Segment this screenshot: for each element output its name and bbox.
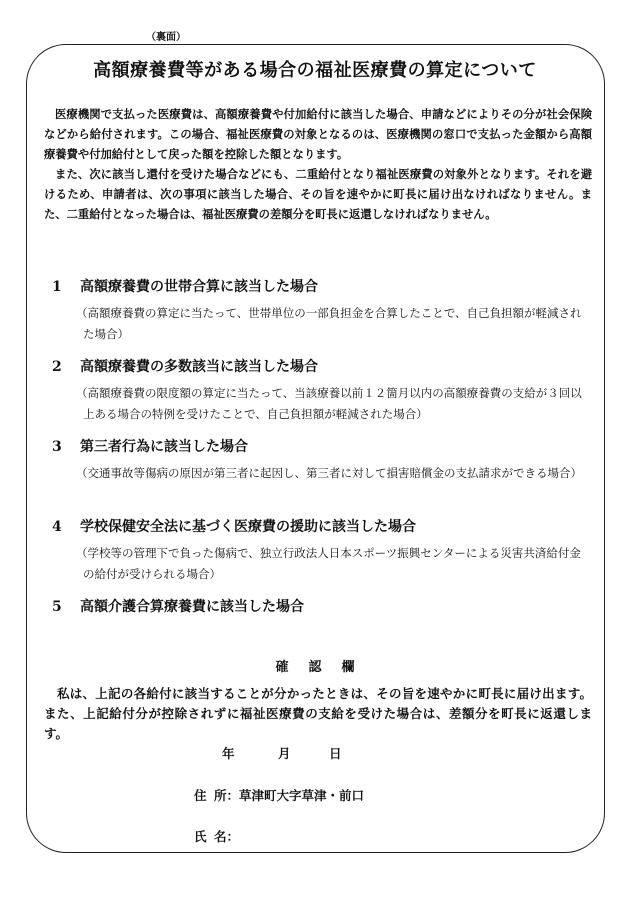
item-number: 4 [52, 519, 62, 535]
item-heading-text: 学校保健安全法に基づく医療費の援助に該当した場合 [80, 519, 416, 535]
item-heading-1 [52, 276, 318, 296]
address-value: 草津町大字草津・前口 [239, 788, 365, 803]
item-heading-4 [52, 516, 416, 536]
name-label-1: 氏 [194, 829, 207, 844]
name-field[interactable] [194, 827, 239, 845]
item-heading-text: 高額療養費の多数該当に該当した場合 [80, 359, 318, 375]
item-note-4: （学校等の管理下で負った傷病で、独立行政法人日本スポーツ振興センターによる災害共済給付金の給付が受けられる場合） [76, 546, 581, 581]
item-note-2: （高額療養費の限度額の算定に当たって、当該療養以前１２箇月以内の高額療養費の支給が３回以上ある場合の特例を受けたことで、自己負担額が軽減された場合） [76, 386, 582, 421]
address-label-2: 所： [214, 788, 240, 803]
page-title: 高額療養費等がある場合の福祉医療費の算定について [93, 60, 537, 81]
item-heading-5 [52, 596, 304, 616]
side-label: （裏面） [146, 32, 186, 43]
intro-text [44, 104, 592, 224]
item-heading-2 [52, 356, 318, 376]
item-note-1: （高額療養費の算定に当たって、世帯単位の一部負担金を合算したことで、自己負担額が軽減された場合） [76, 306, 582, 341]
intro-paragraph: また、次に該当し還付を受けた場合などにも、二重給付となり福祉医療費の対象外となります。それを避けるため、申請者は、次の事項に該当した場合、その旨を速やかに町長に届け出なければなりません。また、二重給付となった場合は、福祉医療費の差額分を町長に返還しなければなりません。 [44, 167, 592, 221]
item-number: 2 [52, 359, 62, 375]
confirmation-title: 確認欄 [275, 660, 375, 675]
item-heading-text: 第三者行為に該当した場合 [80, 439, 248, 455]
date-month[interactable]: 月 [278, 746, 291, 761]
intro-paragraph: 医療機関で支払った医療費は、高額療養費や付加給付に該当した場合、申請などによりその分が社会保険などから給付されます。この場合、福祉医療費の対象となるのは、医療機関の窓口で支払った金額から高額療養費や付加給付として戻った額を控除した額となります。 [44, 107, 592, 161]
item-heading-text: 高額療養費の世帯合算に該当した場合 [80, 279, 318, 295]
item-heading-text: 高額介護合算療養費に該当した場合 [80, 599, 304, 615]
item-heading-3 [52, 436, 248, 456]
item-number: 5 [52, 599, 62, 615]
date-year[interactable]: 年 [222, 746, 235, 761]
confirmation-text: 私は、上記の各給付に該当することが分かったときは、その旨を速やかに町長に届け出ます。また、上記給付分が控除されずに福祉医療費の支給を受けた場合は、差額分を町長に返還します。 [44, 686, 592, 741]
item-note-3: （交通事故等傷病の原因が第三者に起因し、第三者に対して損害賠償金の支払請求ができる場合） [76, 466, 582, 480]
item-number: 1 [52, 279, 62, 295]
address-field[interactable] [194, 786, 364, 804]
date-day[interactable]: 日 [329, 746, 342, 761]
name-label-2: 名： [214, 829, 240, 844]
item-number: 3 [52, 439, 62, 455]
address-label-1: 住 [194, 788, 207, 803]
